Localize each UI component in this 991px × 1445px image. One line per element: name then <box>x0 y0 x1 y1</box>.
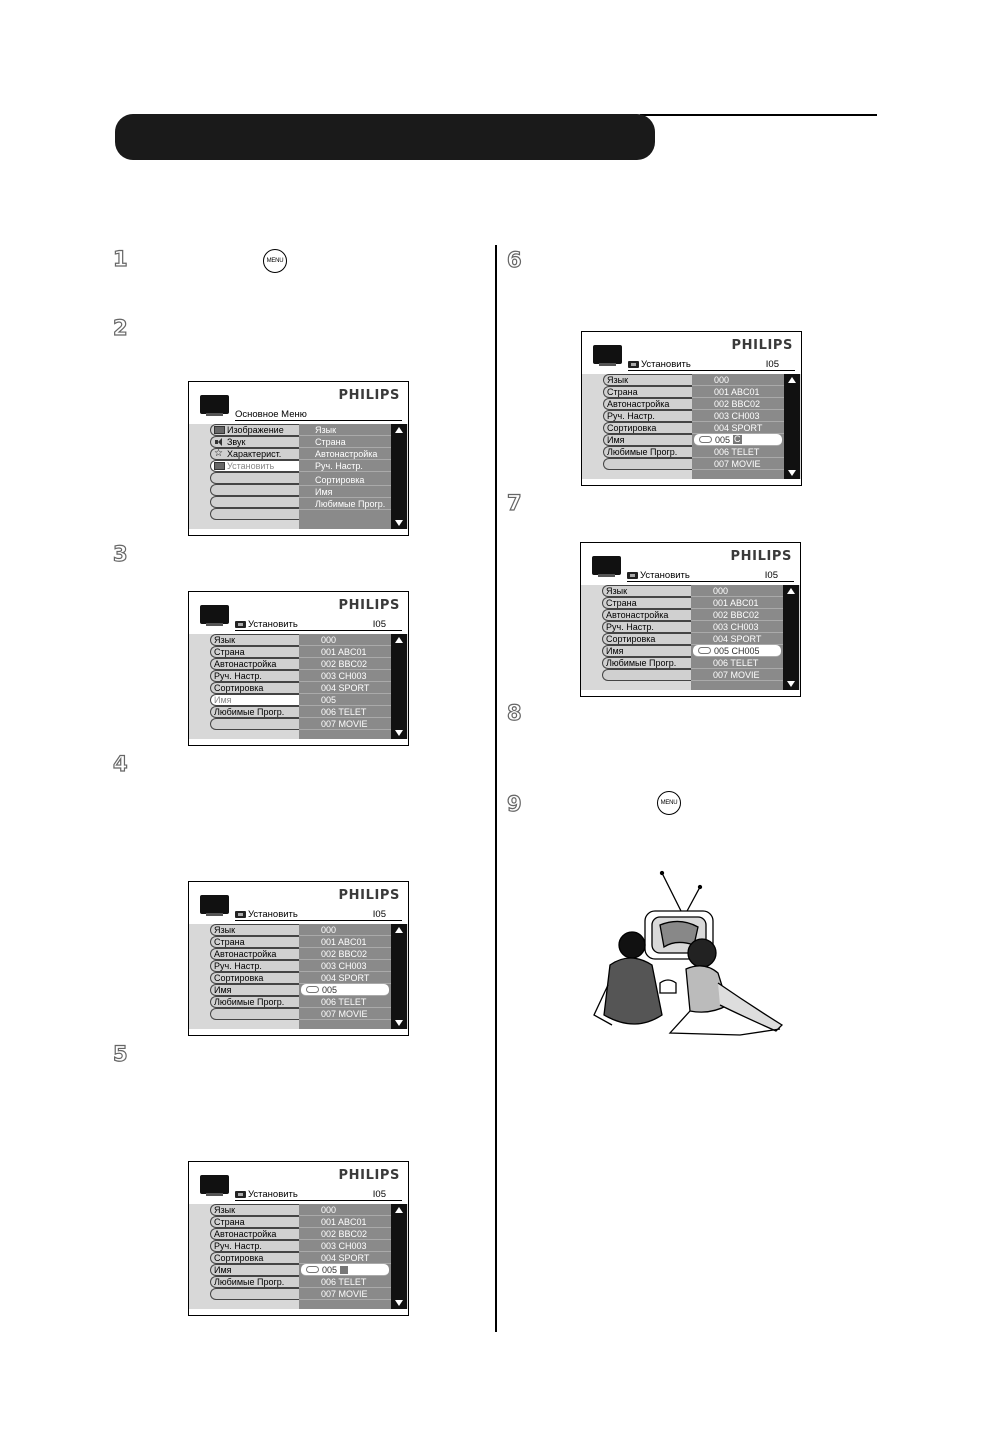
tv-icon <box>200 605 229 627</box>
menu-item: Сортировка <box>210 682 299 694</box>
menu-item: Язык <box>602 585 691 597</box>
brand-logo: PHILIPS <box>338 888 400 903</box>
install-icon <box>235 911 246 918</box>
program-item: 003 CH003 <box>299 960 391 972</box>
menu-item-name-selected: Имя <box>210 694 299 706</box>
popcorn-bowl <box>660 980 676 993</box>
submenu-item: Сортировка <box>299 474 391 486</box>
step-number-3: 3 <box>113 542 128 566</box>
tv-screen-install-step4 <box>188 881 409 1036</box>
tv-screen-install-step5 <box>188 1161 409 1316</box>
submenu-item: Имя <box>299 486 391 498</box>
step-number-5: 5 <box>113 1042 128 1066</box>
menu-item: Сортировка <box>603 422 692 434</box>
program-item: 001 ABC01 <box>299 936 391 948</box>
step-number-6: 6 <box>507 248 522 272</box>
program-item: 003 CH003 <box>299 670 391 682</box>
tv-icon <box>592 556 621 578</box>
tv-screen-main-menu <box>188 381 409 536</box>
menu-item: Язык <box>210 1204 299 1216</box>
scrollbar <box>391 424 407 529</box>
scrollbar <box>783 585 799 690</box>
menu-title: Установить <box>235 619 298 630</box>
brand-logo: PHILIPS <box>730 549 792 564</box>
program-item: 006 TELET <box>692 446 784 458</box>
menu-item: Сортировка <box>210 1252 299 1264</box>
program-item: 004 SPORT <box>692 422 784 434</box>
menu-item: Руч. Настр. <box>602 621 691 633</box>
menu-item-install: Установить <box>210 460 299 472</box>
arrow-up-icon <box>787 588 795 594</box>
program-number: I05 <box>372 1189 386 1200</box>
menu-button-icon: MENU <box>657 791 681 815</box>
edit-icon <box>698 647 711 654</box>
install-icon <box>214 462 225 470</box>
menu-item: Сортировка <box>210 972 299 984</box>
section-title-bar <box>115 114 655 160</box>
menu-item: Страна <box>603 386 692 398</box>
arrow-down-icon <box>787 681 795 687</box>
menu-title: Установить <box>627 570 690 581</box>
menu-item: Любимые Прогр. <box>602 657 691 669</box>
menu-item-features: ☆ Характерист. <box>210 448 299 460</box>
arrow-down-icon <box>395 1020 403 1026</box>
program-item: 001 ABC01 <box>299 1216 391 1228</box>
antenna-left <box>662 873 682 913</box>
step-number-8: 8 <box>507 701 522 725</box>
submenu-item: Автонастройка <box>299 448 391 460</box>
step-number-1: 1 <box>113 247 128 271</box>
scrollbar <box>391 1204 407 1309</box>
menu-item: Руч. Настр. <box>603 410 692 422</box>
install-icon <box>628 361 639 368</box>
program-item: 001 ABC01 <box>299 646 391 658</box>
program-item: 000 <box>692 374 784 386</box>
program-item: 007 MOVIE <box>692 458 784 470</box>
menu-title: Установить <box>235 1189 298 1200</box>
program-item: 002 BBC02 <box>691 609 783 621</box>
menu-item: Автонастройка <box>603 398 692 410</box>
menu-title: Установить <box>628 359 691 370</box>
menu-item: Руч. Настр. <box>210 1240 299 1252</box>
menu-item: Имя <box>210 1264 299 1276</box>
arrow-up-icon <box>788 377 796 383</box>
boy-body <box>604 958 662 1024</box>
step-number-2: 2 <box>113 316 128 340</box>
menu-item: Автонастройка <box>602 609 691 621</box>
menu-item-sound: Звук <box>210 436 299 448</box>
program-item: 006 TELET <box>299 996 391 1008</box>
submenu-item: Язык <box>299 424 391 436</box>
scrollbar <box>391 924 407 1029</box>
program-item: 004 SPORT <box>299 972 391 984</box>
menu-item: Руч. Настр. <box>210 670 299 682</box>
program-item: 002 BBC02 <box>692 398 784 410</box>
menu-title: Основное Меню <box>235 409 307 420</box>
menu-item: Автонастройка <box>210 1228 299 1240</box>
menu-item: Имя <box>603 434 692 446</box>
program-item: 006 TELET <box>691 657 783 669</box>
step-number-7: 7 <box>507 491 522 515</box>
girl-head <box>688 939 716 967</box>
arrow-down-icon <box>788 470 796 476</box>
brand-logo: PHILIPS <box>338 1168 400 1183</box>
program-item: 005 <box>299 694 391 706</box>
tv-screen-install-step7 <box>580 542 801 697</box>
program-item: 004 SPORT <box>299 682 391 694</box>
couple-watching-tv-illustration <box>590 865 790 1045</box>
tv-icon <box>593 345 622 367</box>
tv-icon <box>200 1175 229 1197</box>
title-rule <box>640 114 877 116</box>
program-item: 003 CH003 <box>692 410 784 422</box>
program-item: 002 BBC02 <box>299 1228 391 1240</box>
menu-item: Любимые Прогр. <box>210 1276 299 1288</box>
edit-icon <box>306 1266 319 1273</box>
program-item: 007 MOVIE <box>691 669 783 681</box>
submenu-item: Руч. Настр. <box>299 460 391 472</box>
program-item-editing: 005 <box>301 1264 389 1276</box>
tv-icon <box>200 395 229 417</box>
scrollbar <box>391 634 407 739</box>
program-item: 000 <box>299 1204 391 1216</box>
arrow-up-icon <box>395 927 403 933</box>
tv-icon <box>200 895 229 917</box>
scrollbar <box>784 374 800 479</box>
speaker-icon <box>214 438 225 446</box>
menu-item: Язык <box>210 924 299 936</box>
menu-item-picture: Изображение <box>210 424 299 436</box>
text-cursor <box>340 1266 348 1274</box>
menu-item: Руч. Настр. <box>210 960 299 972</box>
program-item: 002 BBC02 <box>299 658 391 670</box>
program-item: 001 ABC01 <box>691 597 783 609</box>
brand-logo: PHILIPS <box>338 388 400 403</box>
menu-item: Любимые Прогр. <box>603 446 692 458</box>
program-number: I05 <box>372 619 386 630</box>
program-item: 007 MOVIE <box>299 1288 391 1300</box>
star-icon: ☆ <box>214 448 223 459</box>
brand-logo: PHILIPS <box>731 338 793 353</box>
program-item: 004 SPORT <box>691 633 783 645</box>
picture-icon <box>214 426 225 434</box>
menu-button-icon: MENU <box>263 249 287 273</box>
antenna-right <box>686 887 700 913</box>
menu-item: Язык <box>603 374 692 386</box>
program-item-editing: 005 CH005 <box>693 645 781 657</box>
boy-head <box>619 932 645 958</box>
program-item: 007 MOVIE <box>299 1008 391 1020</box>
menu-item: Имя <box>602 645 691 657</box>
program-item: 003 CH003 <box>691 621 783 633</box>
program-item: 000 <box>691 585 783 597</box>
program-item: 004 SPORT <box>299 1252 391 1264</box>
program-number: I05 <box>764 570 778 581</box>
install-icon <box>235 621 246 628</box>
text-cursor: C <box>734 434 741 444</box>
arrow-down-icon <box>395 1300 403 1306</box>
menu-item: Язык <box>210 634 299 646</box>
program-item: 000 <box>299 634 391 646</box>
menu-title: Установить <box>235 909 298 920</box>
submenu-item: Страна <box>299 436 391 448</box>
program-item: 001 ABC01 <box>692 386 784 398</box>
program-item: 003 CH003 <box>299 1240 391 1252</box>
program-number: I05 <box>372 909 386 920</box>
edit-icon <box>306 986 319 993</box>
arrow-down-icon <box>395 520 403 526</box>
program-item-editing: 005 C <box>694 434 782 446</box>
program-item: 002 BBC02 <box>299 948 391 960</box>
program-number: I05 <box>765 359 779 370</box>
step-number-4: 4 <box>113 752 128 776</box>
program-item: 000 <box>299 924 391 936</box>
menu-item: Страна <box>210 936 299 948</box>
edit-icon <box>699 436 712 443</box>
menu-item: Любимые Прогр. <box>210 706 299 718</box>
arrow-down-icon <box>395 730 403 736</box>
program-item: 007 MOVIE <box>299 718 391 730</box>
tv-screen-install-step6 <box>581 331 802 486</box>
program-item: 006 TELET <box>299 1276 391 1288</box>
program-item: 006 TELET <box>299 706 391 718</box>
menu-item: Любимые Прогр. <box>210 996 299 1008</box>
tv-screen-install-step3 <box>188 591 409 746</box>
menu-item: Сортировка <box>602 633 691 645</box>
menu-item: Страна <box>602 597 691 609</box>
install-icon <box>627 572 638 579</box>
menu-item: Страна <box>210 646 299 658</box>
submenu-item: Любимые Прогр. <box>299 498 391 510</box>
menu-item: Страна <box>210 1216 299 1228</box>
column-divider <box>495 245 497 1332</box>
arrow-up-icon <box>395 1207 403 1213</box>
menu-item: Автонастройка <box>210 658 299 670</box>
install-icon <box>235 1191 246 1198</box>
step-number-9: 9 <box>507 792 522 816</box>
menu-item: Имя <box>210 984 299 996</box>
arrow-up-icon <box>395 427 403 433</box>
menu-item: Автонастройка <box>210 948 299 960</box>
program-item-editing: 005 <box>301 984 389 996</box>
arrow-up-icon <box>395 637 403 643</box>
brand-logo: PHILIPS <box>338 598 400 613</box>
